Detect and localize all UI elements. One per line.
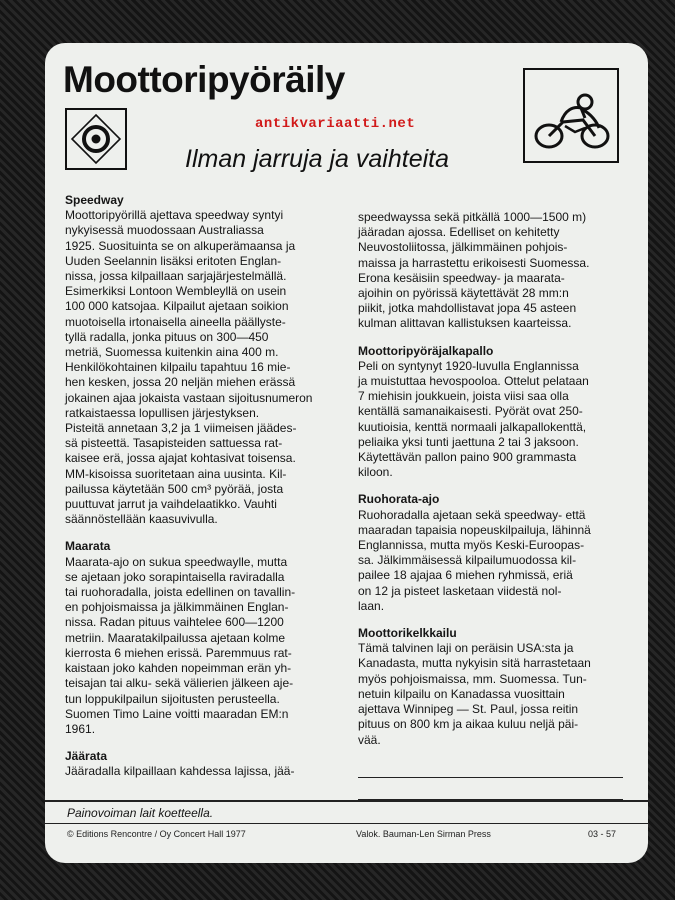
motorcycle-icon: [523, 68, 619, 163]
divider: [45, 823, 648, 824]
divider: [45, 800, 648, 802]
left-column: [65, 193, 328, 780]
section-text-jaarata-continued: speedwayssa sekä pitkällä 1000—1500 m) jääradan ajossa. Edelliset on kehitetty Neuvostoliitossa, jälkimmäinen pohjois- maissa ja harrastettu erikoisesti Suomessa. Erona kesäisiin speedway- ja maarata- ajoihin on pyörissä käytettävät 28 mm:n piikit, jotka mahdollistavat jopa 45 asteen kulman alittavan kallistuksen kaarteissa.: [358, 210, 590, 331]
section-heading-ruohorata: Ruohorata-ajo: [358, 492, 440, 507]
photo-caption: Painovoiman lait koetteella.: [67, 806, 214, 820]
footer-copyright: © Editions Rencontre / Oy Concert Hall 1977: [67, 829, 246, 839]
section-heading-speedway: Speedway: [65, 193, 124, 207]
right-column: [358, 210, 623, 800]
section-heading-kelkkailu: Moottorikelkkailu: [358, 626, 457, 641]
blank-line: [358, 756, 623, 778]
section-text-jaarata: Jääradalla kilpaillaan kahdessa lajissa, jää-: [65, 764, 295, 779]
section-heading-jaarata: Jäärata: [65, 749, 108, 764]
card: [45, 43, 648, 863]
page-title: Moottoripyöräily: [63, 59, 345, 100]
footer-photo-credit: Valok. Bauman-Len Sirman Press: [356, 829, 491, 839]
blank-line: [358, 778, 623, 800]
target-in-diamond-icon: [65, 108, 127, 170]
section-text-ruohorata: Ruohoradalla ajetaan sekä speedway- että maaradan tapaisia nopeuskilpailuja, lähinnä Englannissa, mutta myös Keski-Euroopas- sa. Jälkimmäisessä kilpailumuodossa kil- pailee 18 ajajaa 6 miehen ryhmissä, eriä on 12 ja pisteet lasketaan viidestä nol- laan.: [358, 507, 591, 613]
section-text-jalkapallo: Peli on syntynyt 1920-luvulla Englannissa ja muistuttaa hevospoolоa. Ottelut pelataan 7 miehisin joukkuein, joista viisi saa olla kentällä samanaikaisesti. Pyörät ovat 250- kuutioisia, kenttä normaali jalkapallokenttä, peliaika yksi tunti jaettuna 2 tai 3 jaksoon. Käytettävän pallon paino 900 grammasta kiloon.: [358, 358, 589, 480]
section-text-maarata: Maarata-ajo on sukua speedwaylle, mutta se ajetaan joko sorapintaisella raviradalla tai ruohoradalla, joista edellinen on tavallin- en pohjoismaissa ja jälkimmäinen Englan- nissa. Radan pituus vaihtelee 600—1200 metriin. Maaratakilpailussa ajetaan kolme kierrosta 6 miehen erissä. Paremmuus rat- kaistaan joko kahden nopeimman erän yh- teisajan tai alku- sekä välierien jälkeen aje- tun loppukilpailun sijoitusten perusteella. Suomen Timo Laine voitti maaradan EM:n 1961.: [65, 554, 296, 736]
section-heading-jalkapallo: Moottoripyöräjalkapallo: [358, 343, 494, 358]
footer-card-code: 03 - 57: [588, 829, 617, 839]
section-text-kelkkailu: Tämä talvinen laji on peräisin USA:sta ja Kanadasta, mutta nykyisin sitä harrastetaan myös pohjoismaissa, mm. Suomessa. Tun- netuin kilpailu on Kanadassa vuosittain ajettava Winnipeg — St. Paul, jossa reitin pituus on 800 km ja aikaa kuluu neljä päi- vää.: [358, 641, 591, 747]
section-text-speedway: Moottoripyörillä ajettava speedway syntyi nykyisessä muodossaan Australiassa 1925. Suosituinta se on alkuperämaansa ja Uuden Seelannin lisäksi eritoten Englan- nissa, jossa kilpaillaan sarjajärjestelmällä. Esimerkiksi Lontoon Wembleyllä on usein 100 000 katsojaa. Kilpailut ajetaan soikion muotoisella irtonaisella aineella päällyste- tyllä radalla, jonka pituus on 300—450 metriä, Suomessa kuitenkin aina 400 m. Henkilökohtainen kilpailu tapahtuu 16 mie- hen kesken, jossa 20 neljän miehen erässä jokainen ajaa jokaista vastaan sijoitusnumeron ratkaistaessa lopullisen järjestyksen. Pisteitä annetaan 3,2 ja 1 viimeisen jäädes- sä pisteettä. Tasapisteiden sattuessa rat- kaisee erä, jossa ajajat kohtasivat toisensa. MM-kisoissa suoritetaan aina uusinta. Kil- pailussa käytetään 500 cm³ pyörää, josta puuttuvat jarrut ja vaihdelaatikko. Vauhti säännöstellään kaasuvivulla.: [65, 208, 313, 527]
section-heading-maarata: Maarata: [65, 539, 111, 554]
page-subtitle: Ilman jarruja ja vaihteita: [185, 145, 450, 173]
watermark: antikvariaatti.net: [255, 116, 416, 132]
